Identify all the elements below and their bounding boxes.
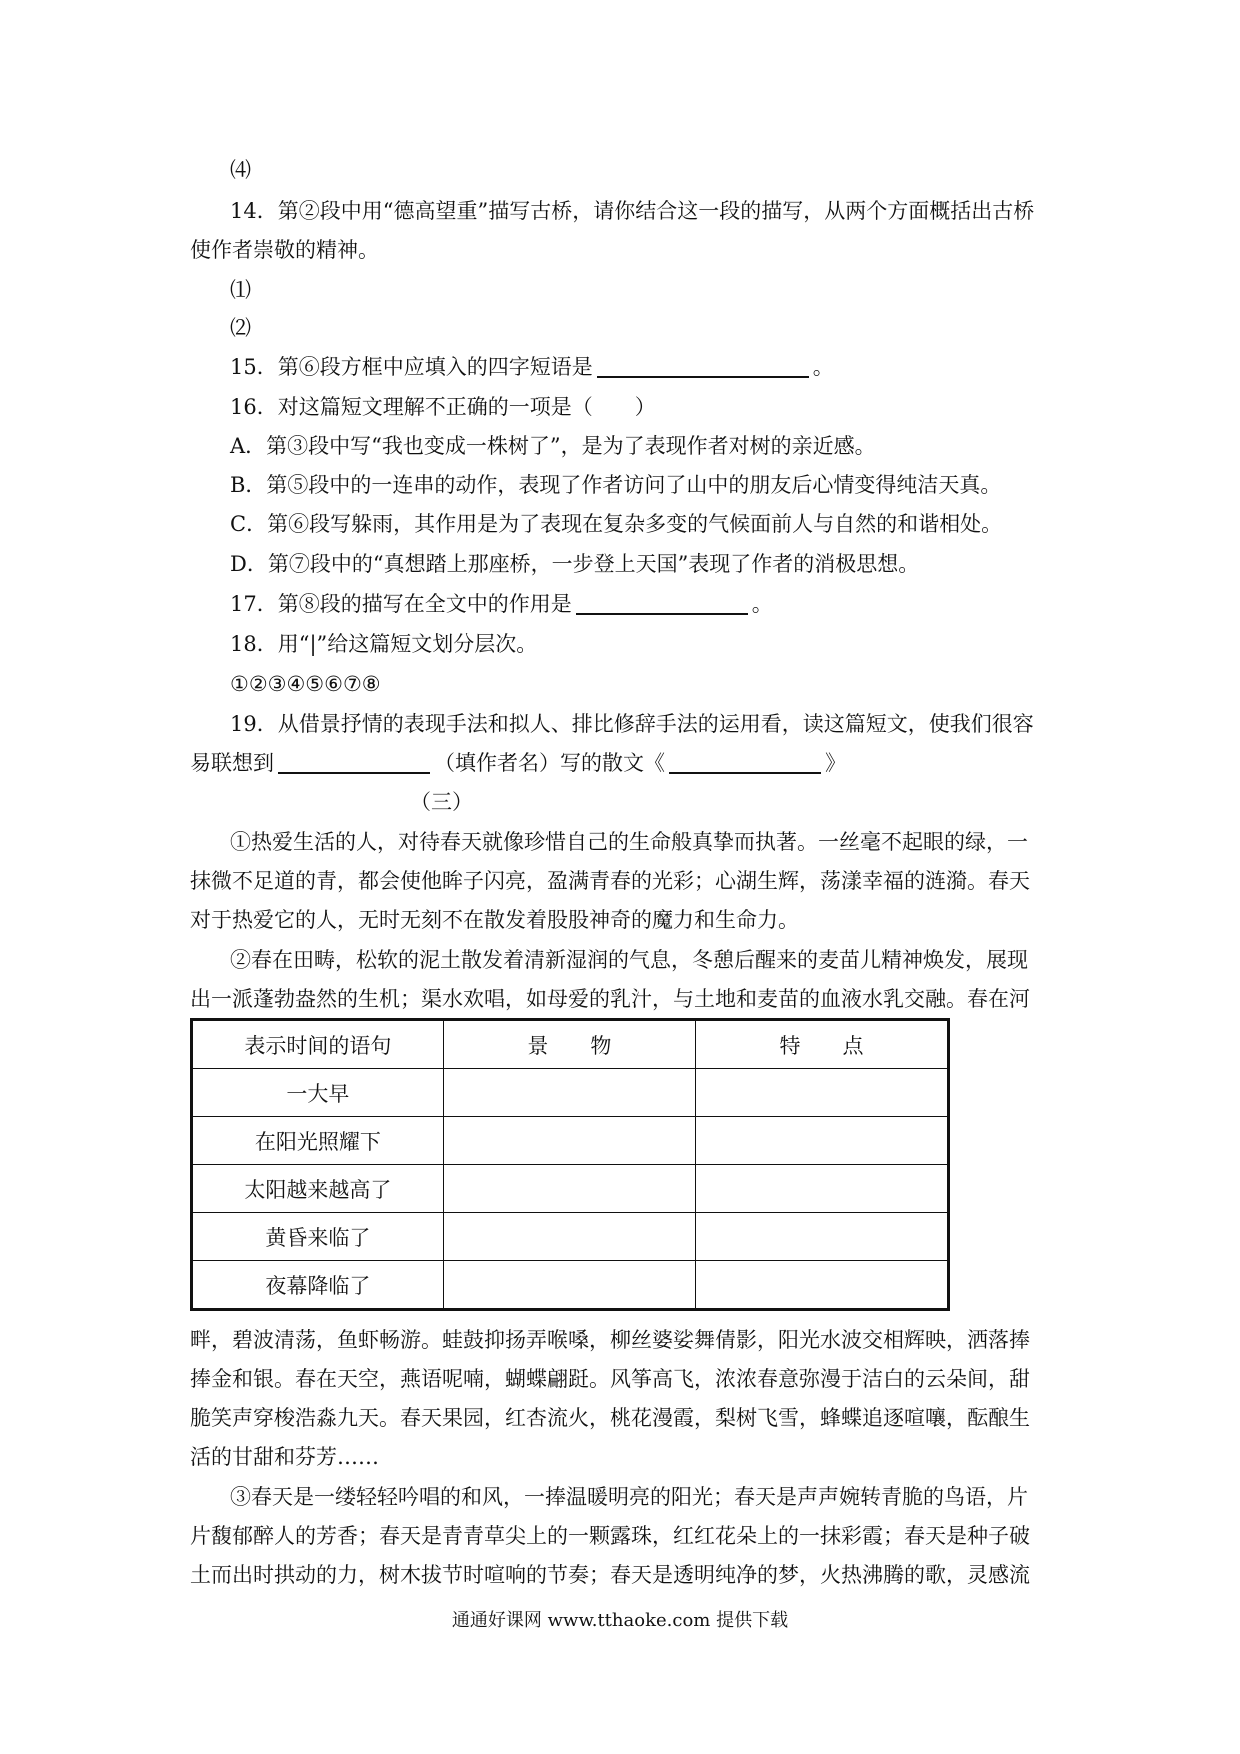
table-header-features: 特 点 xyxy=(695,1020,948,1069)
table-header-row xyxy=(192,1020,949,1069)
section-heading: （三） xyxy=(410,790,473,814)
passage-p2-line1: ②春在田畴，松软的泥土散发着清新湿润的气息，冬憩后醒来的麦苗儿精神焕发，展现 xyxy=(230,948,1028,972)
question-19-line2 xyxy=(190,749,1060,777)
passage-p3-line1: ③春天是一缕轻轻吟唱的和风，一捧温暖明亮的阳光；春天是声声婉转青脆的鸟语，片 xyxy=(230,1485,1028,1509)
table-cell-features[interactable] xyxy=(695,1165,948,1213)
question-17-text: 17．第⑧段的描写在全文中的作用是 xyxy=(230,592,572,616)
table-cell-scenery[interactable] xyxy=(443,1069,695,1117)
question-15 xyxy=(230,353,1060,381)
question-17-end: 。 xyxy=(751,592,773,616)
table-cell-time: 夜幕降临了 xyxy=(192,1261,444,1310)
question-15-text: 15．第⑥段方框中应填入的四字短语是 xyxy=(230,355,593,379)
question-19-mid: （填作者名）写的散文《 xyxy=(434,751,665,775)
question-15-blank[interactable] xyxy=(597,354,809,378)
passage-p1-line3: 对于热爱它的人，无时无刻不在散发着股股神奇的魔力和生命力。 xyxy=(190,908,799,932)
question-14-line2: 使作者崇敬的精神。 xyxy=(190,238,379,262)
question-17 xyxy=(230,590,1060,618)
passage-p1-line2: 抹微不足道的青，都会使他眸子闪亮，盈满青春的光彩；心湖生辉，荡漾幸福的涟漪。春天 xyxy=(190,869,1030,893)
question-15-end: 。 xyxy=(812,355,834,379)
answer-1-label: ⑴ xyxy=(230,278,251,302)
table-row xyxy=(192,1117,949,1165)
option-b: B．第⑤段中的一连串的动作，表现了作者访问了山中的朋友后心情变得纯洁天真。 xyxy=(230,473,1002,497)
table-cell-features[interactable] xyxy=(695,1069,948,1117)
question-17-blank[interactable] xyxy=(576,591,748,615)
passage-p1-line1: ①热爱生活的人，对待春天就像珍惜自己的生命般真挚而执著。一丝毫不起眼的绿，一 xyxy=(230,830,1028,854)
author-blank[interactable] xyxy=(278,750,430,774)
question-19-end: 》 xyxy=(825,751,846,775)
essay-title-blank[interactable] xyxy=(669,750,821,774)
question-16: 16．对这篇短文理解不正确的一项是（ ） xyxy=(230,395,656,419)
table-row xyxy=(192,1069,949,1117)
passage-p3-line2: 片馥郁醉人的芳香；春天是青青草尖上的一颗露珠，红红花朵上的一抹彩霞；春天是种子破 xyxy=(190,1524,1030,1548)
question-14-line1: 14．第②段中用“德高望重”描写古桥，请你结合这一段的描写，从两个方面概括出古桥 xyxy=(230,199,1035,223)
passage-p2-line4: 捧金和银。春在天空，燕语呢喃，蝴蝶翩跹。风筝高飞，浓浓春意弥漫于洁白的云朵间，甜 xyxy=(190,1367,1030,1391)
passage-p2-line6: 活的甘甜和芬芳…… xyxy=(190,1445,379,1469)
question-19-text: 易联想到 xyxy=(190,751,274,775)
passage-p2-line2: 出一派蓬勃盎然的生机；渠水欢唱，如母爱的乳汁，与土地和麦苗的血液水乳交融。春在河 xyxy=(190,987,1030,1011)
option-a: A．第③段中写“我也变成一株树了”，是为了表现作者对树的亲近感。 xyxy=(230,434,876,458)
table-header-time: 表示时间的语句 xyxy=(192,1020,444,1069)
question-19-line1: 19．从借景抒情的表现手法和拟人、排比修辞手法的运用看，读这篇短文，使我们很容 xyxy=(230,712,1034,736)
option-c: C．第⑥段写躲雨，其作用是为了表现在复杂多变的气候面前人与自然的和谐相处。 xyxy=(230,512,1003,536)
table-cell-scenery[interactable] xyxy=(443,1165,695,1213)
table-cell-features[interactable] xyxy=(695,1213,948,1261)
time-scenery-table xyxy=(190,1018,950,1311)
table-cell-features[interactable] xyxy=(695,1261,948,1310)
passage-p2-line5: 脆笑声穿梭浩淼九天。春天果园，红杏流火，桃花漫霞，梨树飞雪，蜂蝶追逐喧嚷，酝酿生 xyxy=(190,1406,1030,1430)
table-cell-time: 太阳越来越高了 xyxy=(192,1165,444,1213)
table-cell-scenery[interactable] xyxy=(443,1261,695,1310)
paragraph-numbers: ①②③④⑤⑥⑦⑧ xyxy=(230,672,381,696)
answer-2-label: ⑵ xyxy=(230,316,251,340)
passage-p2-line3: 畔，碧波清荡，鱼虾畅游。蛙鼓抑扬弄喉嗓，柳丝婆娑舞倩影，阳光水波交相辉映，洒落捧 xyxy=(190,1328,1030,1352)
table-header-scenery: 景 物 xyxy=(443,1020,695,1069)
table-cell-time: 黄昏来临了 xyxy=(192,1213,444,1261)
page-footer: 通通好课网 www.tthaoke.com 提供下载 xyxy=(451,1610,789,1631)
table-row xyxy=(192,1165,949,1213)
table-row xyxy=(192,1261,949,1310)
table-cell-scenery[interactable] xyxy=(443,1117,695,1165)
passage-p3-line3: 土而出时拱动的力，树木拔节时喧响的节奏；春天是透明纯净的梦，火热沸腾的歌，灵感流 xyxy=(190,1563,1030,1587)
table-cell-time: 在阳光照耀下 xyxy=(192,1117,444,1165)
table-row xyxy=(192,1213,949,1261)
table-cell-scenery[interactable] xyxy=(443,1213,695,1261)
question-18: 18．用“|”给这篇短文划分层次。 xyxy=(230,632,538,656)
table-cell-features[interactable] xyxy=(695,1117,948,1165)
table-cell-time: 一大早 xyxy=(192,1069,444,1117)
option-d: D．第⑦段中的“真想踏上那座桥，一步登上天国”表现了作者的消极思想。 xyxy=(230,552,920,576)
answer-4-label: ⑷ xyxy=(230,158,251,182)
